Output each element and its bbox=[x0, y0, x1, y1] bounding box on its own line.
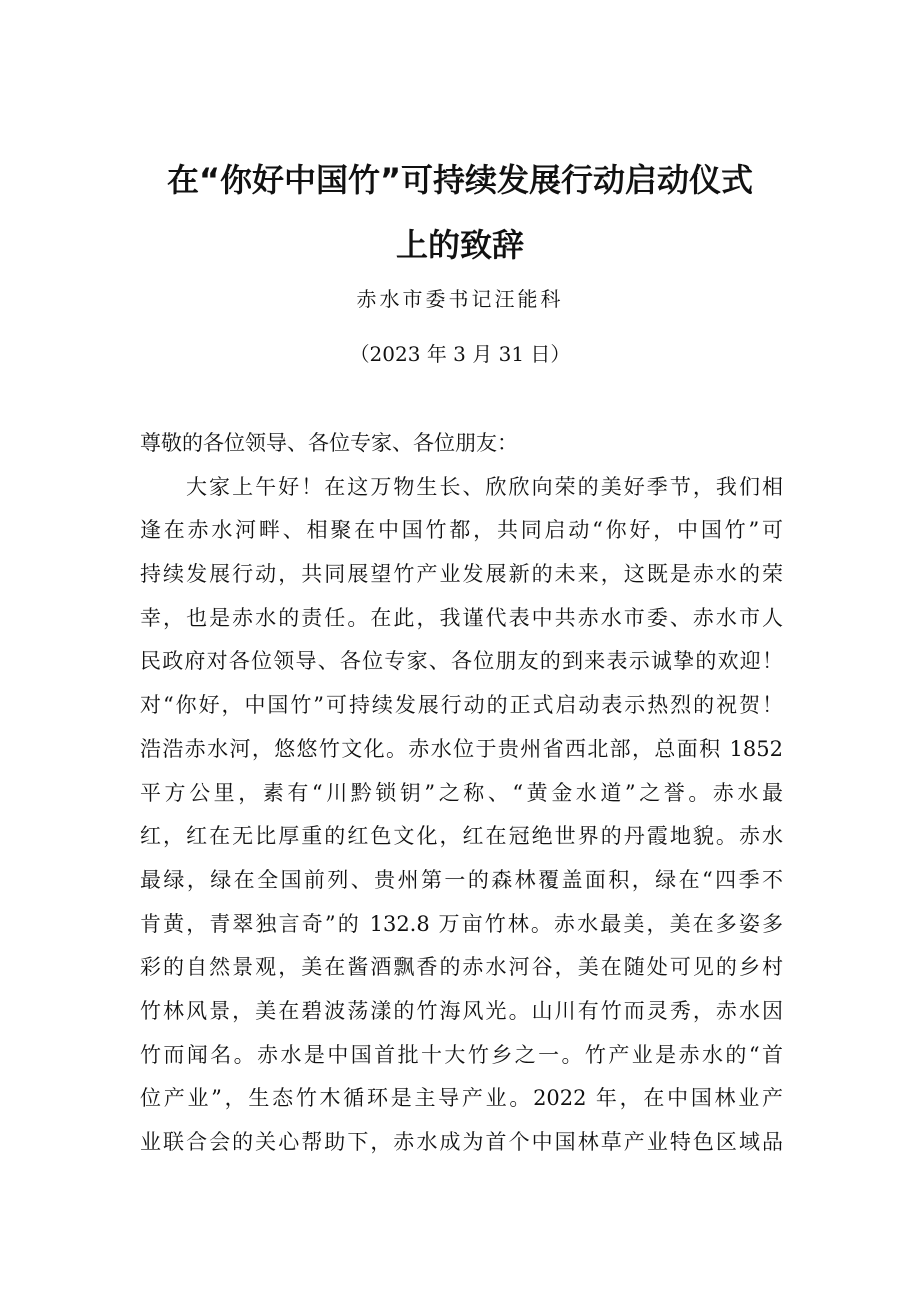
body-line: 竹林风景，美在碧波荡漾的竹海风光。山川有竹而灵秀，赤水因 bbox=[140, 998, 783, 1023]
body-line: 逢在赤水河畔、相聚在中国竹都，共同启动“你好，中国竹”可 bbox=[140, 518, 783, 543]
body-line: 业联合会的关心帮助下，赤水成为首个中国林草产业特色区域品 bbox=[140, 1130, 783, 1154]
body-line: 肯黄，青翠独言奇”的 132.8 万亩竹林。赤水最美，美在多姿多 bbox=[140, 911, 783, 936]
document-title-line-2: 上的致辞 bbox=[395, 226, 524, 264]
body-line: 平方公里，素有“川黔锁钥”之称、“黄金水道”之誉。赤水最 bbox=[140, 780, 783, 805]
body-line: 对“你好，中国竹”可持续发展行动的正式启动表示热烈的祝贺！ bbox=[140, 693, 783, 718]
salutation: 尊敬的各位领导、各位专家、各位朋友： bbox=[140, 431, 518, 455]
body-line: 幸，也是赤水的责任。在此，我谨代表中共赤水市委、赤水市人 bbox=[140, 605, 783, 630]
body-line: 持续发展行动，共同展望竹产业发展新的未来，这既是赤水的荣 bbox=[140, 562, 783, 587]
document-author: 赤水市委书记汪能科 bbox=[356, 287, 564, 311]
body-line: 红，红在无比厚重的红色文化，红在冠绝世界的丹霞地貌。赤水 bbox=[140, 824, 783, 849]
body-line: 彩的自然景观，美在酱酒飘香的赤水河谷，美在随处可见的乡村 bbox=[140, 955, 783, 980]
document-body bbox=[140, 422, 783, 1165]
body-line: 竹而闻名。赤水是中国首批十大竹乡之一。竹产业是赤水的“首 bbox=[140, 1042, 783, 1067]
body-line: 民政府对各位领导、各位专家、各位朋友的到来表示诚挚的欢迎！ bbox=[140, 649, 783, 674]
body-line: 最绿，绿在全国前列、贵州第一的森林覆盖面积，绿在“四季不 bbox=[140, 867, 783, 892]
body-line: 大家上午好！在这万物生长、欣欣向荣的美好季节，我们相 bbox=[186, 474, 783, 499]
document-title-line-1: 在“你好中国竹”可持续发展行动启动仪式 bbox=[166, 161, 754, 199]
document-date: （2023 年 3 月 31 日） bbox=[349, 342, 571, 366]
body-line: 位产业”，生态竹木循环是主导产业。2022 年，在中国林业产 bbox=[140, 1086, 783, 1111]
body-line: 浩浩赤水河，悠悠竹文化。赤水位于贵州省西北部，总面积 1852 bbox=[140, 736, 783, 761]
